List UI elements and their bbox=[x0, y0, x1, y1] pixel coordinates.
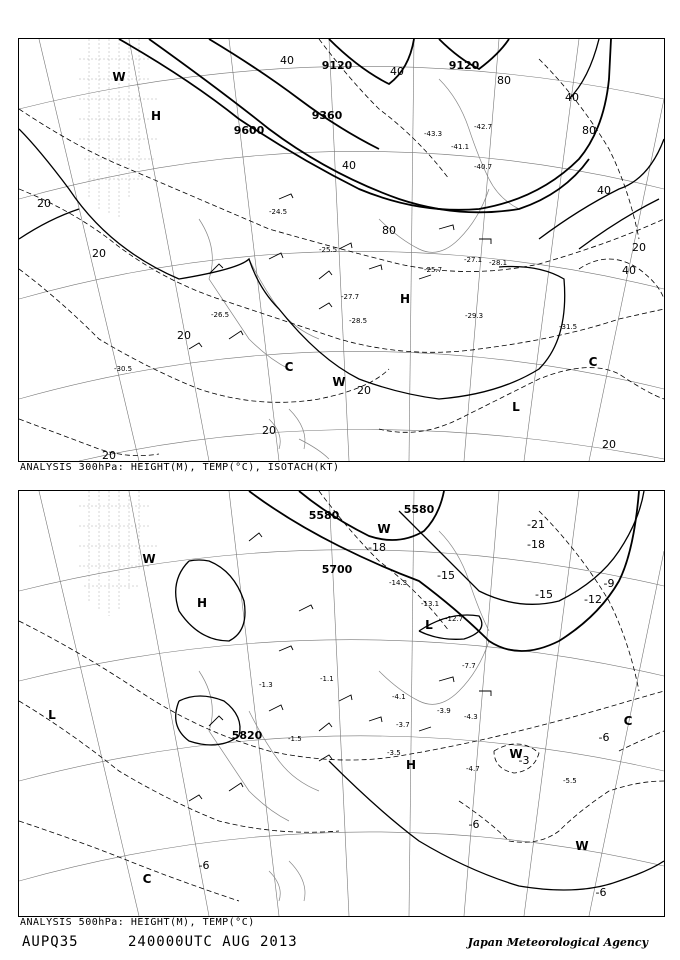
caption-500hpa: ANALYSIS 500hPa: HEIGHT(M), TEMP(°C) bbox=[20, 917, 255, 928]
agency-name: Japan Meteorological Agency bbox=[467, 936, 648, 949]
isotach-label: 40 bbox=[390, 65, 404, 78]
isotach-label: 80 bbox=[582, 124, 596, 137]
warm-center: W bbox=[509, 747, 523, 761]
height-label: 9360 bbox=[311, 109, 343, 122]
height-label: 5580 bbox=[308, 509, 340, 522]
station-value: -3.9 bbox=[437, 707, 451, 715]
height-label: 5700 bbox=[321, 563, 353, 576]
station-value: -4.3 bbox=[464, 713, 478, 721]
isotach-label: 80 bbox=[382, 224, 396, 237]
isotach-label: 20 bbox=[632, 241, 646, 254]
temp-value: -25.5 bbox=[319, 246, 338, 254]
temp-contour-label: -18 bbox=[527, 538, 545, 551]
station-value: -3.5 bbox=[387, 749, 401, 757]
station-value: -14.3 bbox=[389, 579, 408, 587]
caption-300hpa: ANALYSIS 300hPa: HEIGHT(M), TEMP(°C), ISOTACH(KT) bbox=[20, 462, 340, 473]
temp-value: -29.3 bbox=[465, 312, 484, 320]
station-value: -12.7 bbox=[445, 615, 464, 623]
warm-center: W bbox=[377, 522, 391, 536]
temp-value: -28.5 bbox=[349, 317, 368, 325]
high-center: H bbox=[405, 758, 417, 772]
temp-contour-label: -21 bbox=[527, 518, 545, 531]
station-value: -4.7 bbox=[466, 765, 480, 773]
temp-value: -43.3 bbox=[424, 130, 443, 138]
temp-contour-label: -12 bbox=[584, 593, 602, 606]
map-500hpa bbox=[18, 490, 665, 917]
height-label: 5820 bbox=[231, 729, 263, 742]
temp-contour-label: -6 bbox=[468, 818, 480, 831]
isotach-label: 40 bbox=[622, 264, 636, 277]
high-center: H bbox=[150, 109, 162, 123]
isotach-label: 40 bbox=[565, 91, 579, 104]
station-value: -7.7 bbox=[462, 662, 476, 670]
station-value: -1.1 bbox=[320, 675, 334, 683]
temp-value: -41.1 bbox=[451, 143, 470, 151]
terrain-hatch bbox=[79, 39, 162, 219]
warm-center: W bbox=[332, 375, 346, 389]
valid-time: 240000UTC AUG 2013 bbox=[128, 934, 298, 950]
station-value: -3.7 bbox=[396, 721, 410, 729]
cold-center: C bbox=[142, 872, 152, 886]
isotach-label: 40 bbox=[597, 184, 611, 197]
map-300hpa-svg bbox=[19, 39, 664, 461]
height-label: 5580 bbox=[403, 503, 435, 516]
cold-center: C bbox=[623, 714, 633, 728]
warm-center: W bbox=[575, 839, 589, 853]
pressure-centers bbox=[48, 522, 632, 886]
map-300hpa bbox=[18, 38, 665, 462]
isotach-label: 20 bbox=[357, 384, 371, 397]
temp-value: -30.5 bbox=[114, 365, 133, 373]
isotach-label: 20 bbox=[92, 247, 106, 260]
temperature-contours bbox=[19, 491, 664, 901]
temp-value: -27.1 bbox=[464, 256, 483, 264]
temp-value: -40.7 bbox=[474, 163, 493, 171]
height-label: 9600 bbox=[233, 124, 265, 137]
warm-center: W bbox=[142, 552, 156, 566]
low-center: L bbox=[48, 708, 56, 722]
height-label: 9120 bbox=[321, 59, 353, 72]
cold-center: C bbox=[284, 360, 294, 374]
temp-contour-label: -6 bbox=[198, 859, 210, 872]
temp-contour-label: -18 bbox=[368, 541, 386, 554]
temp-contour-label: -15 bbox=[437, 569, 455, 582]
temp-value: -27.7 bbox=[341, 293, 360, 301]
height-contours-thin bbox=[176, 491, 664, 890]
coastlines bbox=[196, 531, 489, 901]
chart-id: AUPQ35 bbox=[22, 934, 79, 950]
station-value: -1.3 bbox=[259, 681, 273, 689]
high-center: H bbox=[196, 596, 208, 610]
temp-contour-label: -6 bbox=[598, 731, 610, 744]
meridian-lines bbox=[39, 491, 664, 916]
temp-contour-label: -3 bbox=[518, 754, 530, 767]
station-value: -13.1 bbox=[421, 600, 440, 608]
cold-center: C bbox=[588, 355, 598, 369]
warm-center: W bbox=[112, 70, 126, 84]
isotach-label: 40 bbox=[280, 54, 294, 67]
temperature-contour-labels bbox=[196, 518, 615, 899]
low-center: L bbox=[425, 618, 433, 632]
temp-contour-label: -15 bbox=[535, 588, 553, 601]
latitude-lines bbox=[19, 550, 664, 881]
temp-contour-label: -9 bbox=[603, 577, 615, 590]
temp-value: -42.7 bbox=[474, 123, 493, 131]
temp-value: -24.5 bbox=[269, 208, 288, 216]
isotach-label: 20 bbox=[37, 197, 51, 210]
low-center: L bbox=[512, 400, 520, 414]
high-center: H bbox=[399, 292, 411, 306]
isotach-label: 20 bbox=[262, 424, 276, 437]
temp-contour-label: -6 bbox=[595, 886, 607, 899]
latitude-lines bbox=[19, 66, 664, 461]
height-contours bbox=[119, 39, 611, 212]
isotach-label: 40 bbox=[342, 159, 356, 172]
temp-value: -28.1 bbox=[489, 259, 508, 267]
isotach-label: 20 bbox=[177, 329, 191, 342]
isotach-label: 20 bbox=[102, 449, 116, 461]
temp-value: -31.5 bbox=[559, 323, 578, 331]
station-value: -1.5 bbox=[288, 735, 302, 743]
station-value: -5.5 bbox=[563, 777, 577, 785]
height-labels bbox=[234, 59, 480, 137]
station-value: -4.1 bbox=[392, 693, 406, 701]
temp-value: -25.7 bbox=[424, 266, 443, 274]
map-500hpa-svg bbox=[19, 491, 664, 916]
temp-value: -26.5 bbox=[211, 311, 230, 319]
isotach-label: 20 bbox=[602, 438, 616, 451]
height-label: 9120 bbox=[448, 59, 480, 72]
isotach-label: 80 bbox=[497, 74, 511, 87]
